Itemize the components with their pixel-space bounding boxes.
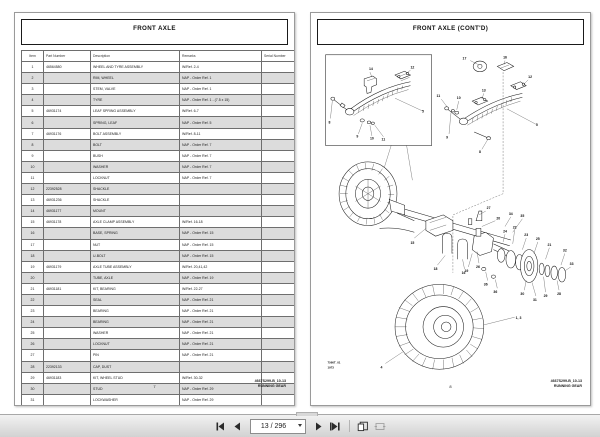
footer-doc-line1-left: 4667S299-B_10-13	[254, 379, 286, 383]
svg-text:23: 23	[524, 233, 529, 238]
svg-text:11: 11	[381, 137, 386, 142]
table-row	[22, 128, 296, 139]
cell-serial-number	[262, 317, 296, 328]
fit-width-icon[interactable]	[374, 419, 387, 433]
previous-page-icon[interactable]	[231, 419, 244, 433]
table-row	[22, 139, 296, 150]
cell-item: 2	[22, 73, 44, 84]
svg-text:12: 12	[528, 74, 533, 79]
table-row	[22, 283, 296, 294]
svg-text:14: 14	[368, 67, 373, 72]
table-row	[22, 106, 296, 117]
column-header-serial-number: Serial Number	[262, 51, 296, 62]
cell-description: PIN	[91, 350, 180, 361]
table-row	[22, 184, 296, 195]
svg-text:9: 9	[356, 134, 359, 139]
table-row	[22, 195, 296, 206]
cell-part-number: 46931183	[44, 372, 91, 383]
svg-text:10: 10	[456, 96, 461, 101]
cell-serial-number	[262, 117, 296, 128]
cell-description: LEAF SPRING ASSEMBLY	[91, 106, 180, 117]
svg-text:8: 8	[478, 150, 481, 155]
cell-part-number	[44, 172, 91, 183]
first-page-icon[interactable]	[214, 419, 227, 433]
table-row	[22, 62, 296, 73]
cell-description: BOLT	[91, 139, 180, 150]
cell-description: TYRE	[91, 95, 180, 106]
cell-part-number: 46931178	[44, 217, 91, 228]
cell-serial-number	[262, 84, 296, 95]
svg-text:1, 3: 1, 3	[515, 316, 522, 321]
cell-serial-number	[262, 195, 296, 206]
toolbar-separator	[349, 420, 350, 432]
cell-remarks: W/Ref. 30-32	[180, 372, 262, 383]
svg-text:32: 32	[562, 248, 567, 253]
column-header-remarks: Remarks	[180, 51, 262, 62]
cell-description: BEARING	[91, 317, 180, 328]
svg-text:18: 18	[433, 266, 438, 271]
cell-part-number: 22392528	[44, 184, 91, 195]
cell-part-number	[44, 228, 91, 239]
cell-remarks: NAP - Order Ref. 21	[180, 294, 262, 305]
svg-text:34: 34	[508, 211, 513, 216]
cell-item: 24	[22, 317, 44, 328]
cell-description: NUT	[91, 239, 180, 250]
cell-remarks: W/Ref. 20,41,42	[180, 261, 262, 272]
cell-item: 4	[22, 95, 44, 106]
cell-serial-number	[262, 250, 296, 261]
cell-remarks: NAP - Order Ref. 15	[180, 228, 262, 239]
cell-part-number: 46931174	[44, 106, 91, 117]
svg-text:35: 35	[520, 213, 525, 218]
svg-text:15: 15	[410, 240, 415, 245]
cell-description: MOUNT	[91, 206, 180, 217]
cell-remarks: NAP - Order Ref. 7	[180, 150, 262, 161]
cell-remarks: NAP - Order Ref. 29	[180, 394, 262, 405]
cell-item: 20	[22, 272, 44, 283]
page-number-left: 7	[153, 384, 156, 389]
svg-text:31: 31	[532, 297, 537, 302]
diagram-stamp-line2: 1973	[327, 365, 334, 370]
cell-part-number: 46931181	[44, 283, 91, 294]
cell-part-number: 46931179	[44, 261, 91, 272]
cell-item: 31	[22, 394, 44, 405]
table-row	[22, 328, 296, 339]
cell-part-number	[44, 250, 91, 261]
cell-serial-number	[262, 261, 296, 272]
cell-part-number	[44, 84, 91, 95]
cell-description: BASE, SPRING	[91, 228, 180, 239]
svg-text:26: 26	[476, 264, 480, 269]
cell-serial-number	[262, 339, 296, 350]
cell-remarks: NAP - Order Ref. 21	[180, 306, 262, 317]
cell-part-number	[44, 394, 91, 405]
cell-serial-number	[262, 206, 296, 217]
cell-item: 23	[22, 306, 44, 317]
cell-item: 17	[22, 239, 44, 250]
table-row	[22, 73, 296, 84]
cell-item: 18	[22, 250, 44, 261]
cell-serial-number	[262, 95, 296, 106]
cell-item: 10	[22, 161, 44, 172]
table-row	[22, 228, 296, 239]
cell-remarks	[180, 184, 262, 195]
cell-remarks: NAP - Order Ref. 7	[180, 161, 262, 172]
table-row	[22, 294, 296, 305]
cell-remarks: NAP - Order Ref. 15	[180, 239, 262, 250]
table-row	[22, 150, 296, 161]
page-number-value: 13 / 296	[260, 422, 287, 430]
page-title-right: FRONT AXLE (CONT'D)	[412, 25, 489, 32]
page-number-input[interactable]	[250, 419, 306, 434]
svg-text:28: 28	[557, 292, 561, 296]
svg-text:13: 13	[481, 88, 486, 93]
cell-serial-number	[262, 350, 296, 361]
svg-text:8: 8	[328, 120, 331, 125]
cell-description: RIM, WHEEL	[91, 73, 180, 84]
svg-text:12: 12	[410, 65, 415, 70]
cell-item: 16	[22, 228, 44, 239]
table-row	[22, 84, 296, 95]
cell-item: 6	[22, 117, 44, 128]
table-row	[22, 239, 296, 250]
cell-part-number	[44, 294, 91, 305]
page-number-right: 8	[449, 384, 452, 389]
pdf-navigation-toolbar	[0, 414, 600, 437]
page-title-box-left	[21, 19, 288, 45]
svg-text:5: 5	[535, 123, 538, 128]
cell-description: KIT, BEARING	[91, 283, 180, 294]
cell-part-number: 46564580	[44, 62, 91, 73]
table-row	[22, 206, 296, 217]
table-row	[22, 350, 296, 361]
column-header-description: Description	[91, 51, 180, 62]
cell-item: 25	[22, 328, 44, 339]
table-header-row	[22, 51, 296, 62]
cell-part-number: 22392133	[44, 361, 91, 372]
cell-item: 14	[22, 206, 44, 217]
svg-text:27: 27	[486, 206, 491, 211]
cell-remarks: W/Ref. 6-7	[180, 106, 262, 117]
cell-description: WHEEL AND TYRE ASSEMBLY	[91, 62, 180, 73]
cell-description: SPRING, LEAF	[91, 117, 180, 128]
table-row	[22, 317, 296, 328]
cell-description: SEAL	[91, 294, 180, 305]
cell-part-number	[44, 328, 91, 339]
cell-item: 5	[22, 106, 44, 117]
cell-serial-number	[262, 228, 296, 239]
cell-description: BOLT ASSEMBLY	[91, 128, 180, 139]
cell-part-number	[44, 139, 91, 150]
svg-text:21: 21	[547, 242, 552, 247]
cell-item: 30	[22, 383, 44, 394]
svg-text:19: 19	[464, 268, 469, 273]
parts-table-body	[22, 62, 296, 406]
cell-serial-number	[262, 294, 296, 305]
svg-text:11: 11	[436, 94, 441, 99]
svg-text:22: 22	[512, 225, 517, 230]
cell-serial-number	[262, 184, 296, 195]
cell-item: 21	[22, 283, 44, 294]
cell-serial-number	[262, 239, 296, 250]
cell-item: 12	[22, 184, 44, 195]
cell-item: 7	[22, 128, 44, 139]
table-row	[22, 161, 296, 172]
cell-remarks: NAP - Order Ref. 1 - (7.5 x 15)	[180, 95, 262, 106]
svg-text:5: 5	[422, 109, 424, 114]
cell-remarks	[180, 206, 262, 217]
svg-text:25: 25	[535, 237, 540, 242]
next-page-icon[interactable]	[312, 419, 325, 433]
cell-serial-number	[262, 272, 296, 283]
cell-remarks: NAP - Order Ref. 7	[180, 139, 262, 150]
cell-remarks: NAP - Order Ref. 1	[180, 84, 262, 95]
diagram-stamp-line1: 7566T_01	[327, 360, 341, 365]
cell-description: AXLE TUBE ASSEMBLY	[91, 261, 180, 272]
svg-text:36: 36	[493, 290, 498, 295]
column-header-part-number: Part Number	[44, 51, 91, 62]
cell-description: WASHER	[91, 328, 180, 339]
cell-description: LOCKNUT	[91, 339, 180, 350]
cell-remarks: NAP - Order Ref. 21	[180, 350, 262, 361]
cell-part-number	[44, 73, 91, 84]
svg-text:36: 36	[483, 282, 488, 287]
cell-remarks: NAP - Order Ref. 19	[180, 272, 262, 283]
cell-serial-number	[262, 62, 296, 73]
fit-page-icon[interactable]	[357, 419, 370, 433]
cell-description: WASHER	[91, 161, 180, 172]
document-page-left	[14, 12, 295, 406]
footer-doc-line2-right: RUNNING GEAR	[553, 384, 582, 389]
cell-part-number	[44, 272, 91, 283]
table-row	[22, 117, 296, 128]
cell-serial-number	[262, 161, 296, 172]
cell-description: TUBE, AXLE	[91, 272, 180, 283]
cell-description: STEM, VALVE	[91, 84, 180, 95]
cell-description: STUD	[91, 383, 180, 394]
cell-description: SHACKLE	[91, 184, 180, 195]
svg-text:9: 9	[446, 135, 449, 140]
cell-item: 13	[22, 195, 44, 206]
table-row	[22, 217, 296, 228]
cell-part-number: 46931176	[44, 128, 91, 139]
cell-serial-number	[262, 394, 296, 405]
svg-text:20: 20	[496, 216, 501, 221]
cell-remarks	[180, 361, 262, 372]
cell-item: 9	[22, 150, 44, 161]
cell-remarks: W/Ref. 2-4	[180, 62, 262, 73]
cell-description: AXLE CLAMP ASSEMBLY	[91, 217, 180, 228]
cell-serial-number	[262, 73, 296, 84]
column-header-item: Item	[22, 51, 44, 62]
cell-part-number	[44, 339, 91, 350]
cell-remarks: W/Ref. 16-18	[180, 217, 262, 228]
svg-text:16: 16	[503, 55, 507, 60]
cell-description: LOCKNUT	[91, 172, 180, 183]
page-title-box-right	[317, 19, 584, 45]
exploded-parts-diagram	[317, 49, 584, 377]
cell-part-number	[44, 95, 91, 106]
page-footer-right	[317, 379, 584, 395]
cell-item: 26	[22, 339, 44, 350]
cell-item: 29	[22, 372, 44, 383]
cell-description: LOCKWASHER	[91, 394, 180, 405]
cell-remarks: NAP - Order Ref. 5	[180, 117, 262, 128]
cell-serial-number	[262, 328, 296, 339]
cell-serial-number	[262, 106, 296, 117]
cell-part-number	[44, 350, 91, 361]
cell-item: 1	[22, 62, 44, 73]
svg-text:30: 30	[520, 292, 525, 296]
cell-remarks: NAP - Order Ref. 29	[180, 383, 262, 394]
cell-item: 8	[22, 139, 44, 150]
svg-text:4: 4	[380, 365, 383, 370]
table-row	[22, 394, 296, 405]
cell-remarks: NAP - Order Ref. 21	[180, 328, 262, 339]
cell-serial-number	[262, 139, 296, 150]
page-title-left: FRONT AXLE	[133, 25, 176, 32]
table-row	[22, 339, 296, 350]
table-row	[22, 272, 296, 283]
svg-text:29: 29	[543, 293, 548, 298]
cell-item: 27	[22, 350, 44, 361]
document-page-right	[310, 12, 591, 406]
cell-part-number	[44, 161, 91, 172]
table-row	[22, 361, 296, 372]
cell-remarks: NAP - Order Ref. 21	[180, 339, 262, 350]
cell-item: 22	[22, 294, 44, 305]
cell-description: CAP, DUST	[91, 361, 180, 372]
svg-text:16: 16	[461, 270, 466, 275]
cell-item: 19	[22, 261, 44, 272]
chevron-down-icon[interactable]	[298, 424, 302, 427]
cell-part-number: 46931236	[44, 195, 91, 206]
cell-remarks: NAP - Order Ref. 15	[180, 250, 262, 261]
cell-description: BUSH	[91, 150, 180, 161]
cell-part-number	[44, 117, 91, 128]
footer-doc-line2-left: RUNNING GEAR	[257, 384, 286, 389]
cell-serial-number	[262, 283, 296, 294]
cell-remarks	[180, 195, 262, 206]
svg-text:24: 24	[503, 229, 507, 234]
table-row	[22, 250, 296, 261]
cell-serial-number	[262, 217, 296, 228]
cell-description: SHACKLE	[91, 195, 180, 206]
cell-remarks: NAP - Order Ref. 1	[180, 73, 262, 84]
cell-remarks: NAP - Order Ref. 7	[180, 172, 262, 183]
cell-serial-number	[262, 150, 296, 161]
cell-serial-number	[262, 306, 296, 317]
cell-item: 15	[22, 217, 44, 228]
toolbar-grabber[interactable]	[296, 412, 318, 416]
cell-remarks: NAP - Order Ref. 21	[180, 317, 262, 328]
cell-remarks: W/Ref. 22-27	[180, 283, 262, 294]
cell-description: U-BOLT	[91, 250, 180, 261]
cell-part-number: 46931177	[44, 206, 91, 217]
cell-serial-number	[262, 128, 296, 139]
table-row	[22, 261, 296, 272]
cell-item: 28	[22, 361, 44, 372]
svg-text:17: 17	[462, 56, 467, 61]
cell-item: 11	[22, 172, 44, 183]
cell-part-number	[44, 239, 91, 250]
cell-part-number	[44, 306, 91, 317]
last-page-icon[interactable]	[329, 419, 342, 433]
page-footer-left	[21, 379, 288, 395]
cell-serial-number	[262, 361, 296, 372]
svg-text:33: 33	[569, 262, 574, 267]
table-row	[22, 306, 296, 317]
cell-description: BEARING	[91, 306, 180, 317]
table-row	[22, 172, 296, 183]
svg-text:10: 10	[369, 136, 374, 141]
cell-item: 3	[22, 84, 44, 95]
table-row	[22, 95, 296, 106]
cell-description: KIT, WHEEL STUD	[91, 372, 180, 383]
cell-part-number	[44, 150, 91, 161]
cell-part-number	[44, 317, 91, 328]
footer-doc-line1-right: 4667S299-B_10-13	[550, 379, 582, 383]
parts-table-left	[21, 50, 295, 406]
cell-remarks: W/Ref. 8-11	[180, 128, 262, 139]
cell-serial-number	[262, 172, 296, 183]
